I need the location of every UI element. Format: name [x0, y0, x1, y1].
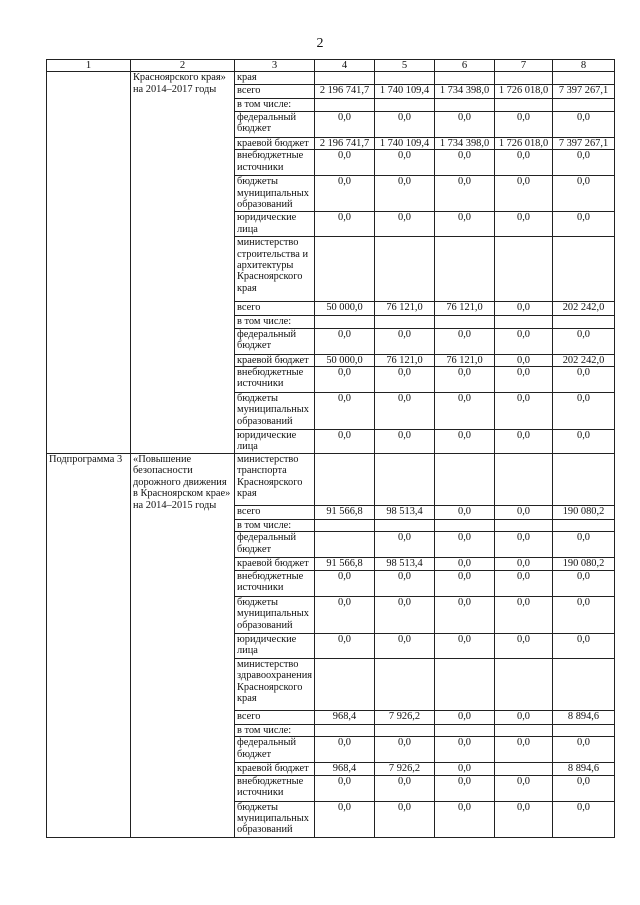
value-cell: 0,0	[315, 393, 375, 430]
value-cell: 76 121,0	[375, 354, 435, 366]
value-cell	[495, 316, 553, 328]
value-cell: 0,0	[435, 506, 495, 520]
value-cell	[495, 99, 553, 111]
row-label: внебюджетные источники	[235, 775, 315, 801]
value-cell: 76 121,0	[375, 302, 435, 316]
row-label: внебюджетные источники	[235, 570, 315, 596]
value-cell: 0,0	[315, 150, 375, 176]
table-row	[47, 72, 615, 85]
value-cell	[315, 72, 375, 85]
value-cell: 0,0	[495, 176, 553, 212]
value-cell: 0,0	[435, 212, 495, 237]
value-cell: 0,0	[375, 801, 435, 837]
value-cell: 0,0	[435, 328, 495, 354]
value-cell: 0,0	[495, 775, 553, 801]
value-cell: 0,0	[375, 176, 435, 212]
row-label: края	[235, 72, 315, 85]
value-cell: 0,0	[495, 111, 553, 137]
value-cell: 0,0	[495, 354, 553, 366]
value-cell: 0,0	[435, 430, 495, 454]
value-cell: 1 734 398,0	[435, 85, 495, 99]
row-label: в том числе:	[235, 520, 315, 532]
row-label: юридические лица	[235, 430, 315, 454]
value-cell: 0,0	[553, 801, 615, 837]
column-number: 5	[375, 60, 435, 72]
value-cell: 1 726 018,0	[495, 137, 553, 149]
program-name-cell: Подпрограмма 3	[47, 454, 131, 838]
row-label: внебюджетные источники	[235, 150, 315, 176]
value-cell: 0,0	[375, 532, 435, 558]
value-cell: 0,0	[435, 367, 495, 393]
value-cell: 0,0	[495, 506, 553, 520]
value-cell	[435, 72, 495, 85]
value-cell: 0,0	[375, 775, 435, 801]
row-label: в том числе:	[235, 99, 315, 111]
value-cell: 0,0	[435, 393, 495, 430]
value-cell	[315, 316, 375, 328]
row-label: бюджеты муниципальных образований	[235, 801, 315, 837]
row-label: краевой бюджет	[235, 354, 315, 366]
value-cell: 0,0	[435, 532, 495, 558]
value-cell: 0,0	[495, 328, 553, 354]
value-cell	[375, 72, 435, 85]
column-number: 3	[235, 60, 315, 72]
row-label: федеральный бюджет	[235, 737, 315, 763]
value-cell: 0,0	[553, 393, 615, 430]
value-cell: 0,0	[495, 596, 553, 633]
value-cell: 91 566,8	[315, 558, 375, 570]
row-label: бюджеты муниципальных образований	[235, 176, 315, 212]
value-cell: 7 926,2	[375, 710, 435, 724]
value-cell: 0,0	[375, 212, 435, 237]
value-cell: 0,0	[315, 775, 375, 801]
value-cell	[375, 454, 435, 506]
value-cell	[315, 99, 375, 111]
value-cell	[553, 316, 615, 328]
value-cell: 0,0	[435, 633, 495, 658]
value-cell	[315, 454, 375, 506]
value-cell: 0,0	[435, 596, 495, 633]
value-cell	[315, 724, 375, 736]
value-cell: 0,0	[315, 596, 375, 633]
row-label: в том числе:	[235, 316, 315, 328]
value-cell: 1 740 109,4	[375, 137, 435, 149]
value-cell	[315, 532, 375, 558]
value-cell: 0,0	[315, 737, 375, 763]
value-cell: 1 726 018,0	[495, 85, 553, 99]
value-cell	[435, 316, 495, 328]
row-label: всего	[235, 85, 315, 99]
value-cell	[495, 520, 553, 532]
value-cell	[315, 237, 375, 302]
value-cell: 0,0	[375, 596, 435, 633]
value-cell: 0,0	[553, 596, 615, 633]
value-cell: 0,0	[553, 176, 615, 212]
row-label: внебюджетные источники	[235, 367, 315, 393]
value-cell: 0,0	[435, 176, 495, 212]
value-cell: 0,0	[553, 737, 615, 763]
row-label: министерство транспорта Красноярского края	[235, 454, 315, 506]
value-cell	[375, 520, 435, 532]
value-cell: 8 894,6	[553, 763, 615, 775]
value-cell: 0,0	[375, 737, 435, 763]
value-cell: 0,0	[315, 430, 375, 454]
value-cell: 0,0	[495, 393, 553, 430]
value-cell: 1 734 398,0	[435, 137, 495, 149]
value-cell	[435, 520, 495, 532]
value-cell: 0,0	[435, 710, 495, 724]
row-label: министерство строительства и архитектуры Красноярского края	[235, 237, 315, 302]
value-cell: 98 513,4	[375, 558, 435, 570]
value-cell	[495, 454, 553, 506]
value-cell	[375, 658, 435, 710]
row-label: всего	[235, 710, 315, 724]
program-name-cell	[47, 72, 131, 454]
value-cell: 202 242,0	[553, 302, 615, 316]
value-cell: 0,0	[495, 532, 553, 558]
value-cell: 0,0	[553, 633, 615, 658]
value-cell: 50 000,0	[315, 354, 375, 366]
value-cell: 0,0	[435, 763, 495, 775]
value-cell	[495, 763, 553, 775]
value-cell: 0,0	[553, 212, 615, 237]
value-cell	[435, 237, 495, 302]
row-label: краевой бюджет	[235, 763, 315, 775]
value-cell	[495, 724, 553, 736]
value-cell	[553, 724, 615, 736]
value-cell: 0,0	[375, 111, 435, 137]
table-row	[47, 454, 615, 506]
column-number: 6	[435, 60, 495, 72]
value-cell: 0,0	[435, 150, 495, 176]
value-cell: 76 121,0	[435, 354, 495, 366]
row-label: юридические лица	[235, 633, 315, 658]
value-cell: 0,0	[495, 558, 553, 570]
value-cell: 0,0	[435, 801, 495, 837]
value-cell: 968,4	[315, 763, 375, 775]
value-cell	[375, 316, 435, 328]
value-cell: 0,0	[495, 367, 553, 393]
value-cell	[553, 658, 615, 710]
value-cell: 202 242,0	[553, 354, 615, 366]
value-cell: 0,0	[375, 570, 435, 596]
value-cell: 0,0	[315, 212, 375, 237]
value-cell: 0,0	[315, 570, 375, 596]
value-cell: 0,0	[435, 775, 495, 801]
value-cell: 0,0	[495, 302, 553, 316]
value-cell: 0,0	[553, 150, 615, 176]
value-cell	[553, 237, 615, 302]
column-number: 8	[553, 60, 615, 72]
value-cell: 2 196 741,7	[315, 85, 375, 99]
budget-table	[46, 59, 615, 838]
row-label: федеральный бюджет	[235, 111, 315, 137]
row-label: федеральный бюджет	[235, 328, 315, 354]
column-number-row	[47, 60, 615, 72]
value-cell: 0,0	[495, 801, 553, 837]
value-cell: 0,0	[315, 801, 375, 837]
value-cell: 0,0	[375, 328, 435, 354]
column-number: 2	[131, 60, 235, 72]
value-cell	[553, 99, 615, 111]
value-cell: 0,0	[553, 367, 615, 393]
value-cell: 0,0	[553, 775, 615, 801]
value-cell: 0,0	[435, 737, 495, 763]
column-number: 7	[495, 60, 553, 72]
value-cell: 50 000,0	[315, 302, 375, 316]
row-label: всего	[235, 302, 315, 316]
table-body	[47, 72, 615, 837]
value-cell: 0,0	[375, 367, 435, 393]
row-label: краевой бюджет	[235, 137, 315, 149]
value-cell: 0,0	[495, 150, 553, 176]
value-cell: 0,0	[375, 633, 435, 658]
value-cell: 8 894,6	[553, 710, 615, 724]
value-cell: 0,0	[435, 111, 495, 137]
page-number: 2	[316, 36, 324, 51]
value-cell: 1 740 109,4	[375, 85, 435, 99]
value-cell: 190 080,2	[553, 506, 615, 520]
row-label: краевой бюджет	[235, 558, 315, 570]
value-cell: 7 397 267,1	[553, 85, 615, 99]
program-title-cell: «Повышение безопасности дорожного движения в Красноярском крае» на 2014–2015 годы	[131, 454, 235, 838]
value-cell	[315, 520, 375, 532]
value-cell: 0,0	[495, 633, 553, 658]
value-cell: 0,0	[553, 532, 615, 558]
row-label: всего	[235, 506, 315, 520]
value-cell: 0,0	[495, 710, 553, 724]
value-cell: 0,0	[315, 633, 375, 658]
value-cell: 0,0	[315, 367, 375, 393]
value-cell	[553, 520, 615, 532]
value-cell: 0,0	[375, 393, 435, 430]
value-cell: 0,0	[553, 328, 615, 354]
column-number: 4	[315, 60, 375, 72]
value-cell: 0,0	[495, 430, 553, 454]
value-cell: 7 397 267,1	[553, 137, 615, 149]
value-cell	[375, 724, 435, 736]
value-cell	[435, 724, 495, 736]
value-cell: 0,0	[375, 430, 435, 454]
value-cell: 0,0	[495, 570, 553, 596]
value-cell: 0,0	[553, 430, 615, 454]
value-cell: 0,0	[495, 737, 553, 763]
value-cell	[553, 454, 615, 506]
value-cell	[435, 658, 495, 710]
value-cell: 0,0	[495, 212, 553, 237]
value-cell	[553, 72, 615, 85]
row-label: министерство здравоохранения Красноярского края	[235, 658, 315, 710]
value-cell: 91 566,8	[315, 506, 375, 520]
value-cell: 0,0	[315, 176, 375, 212]
value-cell: 7 926,2	[375, 763, 435, 775]
column-number: 1	[47, 60, 131, 72]
value-cell	[435, 454, 495, 506]
value-cell	[495, 72, 553, 85]
value-cell: 0,0	[315, 111, 375, 137]
value-cell	[315, 658, 375, 710]
row-label: юридические лица	[235, 212, 315, 237]
value-cell: 0,0	[375, 150, 435, 176]
value-cell: 98 513,4	[375, 506, 435, 520]
value-cell: 0,0	[553, 570, 615, 596]
value-cell: 0,0	[435, 570, 495, 596]
value-cell	[375, 99, 435, 111]
row-label: федеральный бюджет	[235, 532, 315, 558]
value-cell	[495, 658, 553, 710]
row-label: в том числе:	[235, 724, 315, 736]
value-cell: 190 080,2	[553, 558, 615, 570]
value-cell	[375, 237, 435, 302]
value-cell: 0,0	[553, 111, 615, 137]
value-cell	[495, 237, 553, 302]
row-label: бюджеты муниципальных образований	[235, 393, 315, 430]
value-cell: 968,4	[315, 710, 375, 724]
value-cell: 2 196 741,7	[315, 137, 375, 149]
value-cell: 0,0	[315, 328, 375, 354]
value-cell: 0,0	[435, 558, 495, 570]
value-cell: 76 121,0	[435, 302, 495, 316]
value-cell	[435, 99, 495, 111]
program-title-cell: Красноярского края» на 2014–2017 годы	[131, 72, 235, 454]
row-label: бюджеты муниципальных образований	[235, 596, 315, 633]
